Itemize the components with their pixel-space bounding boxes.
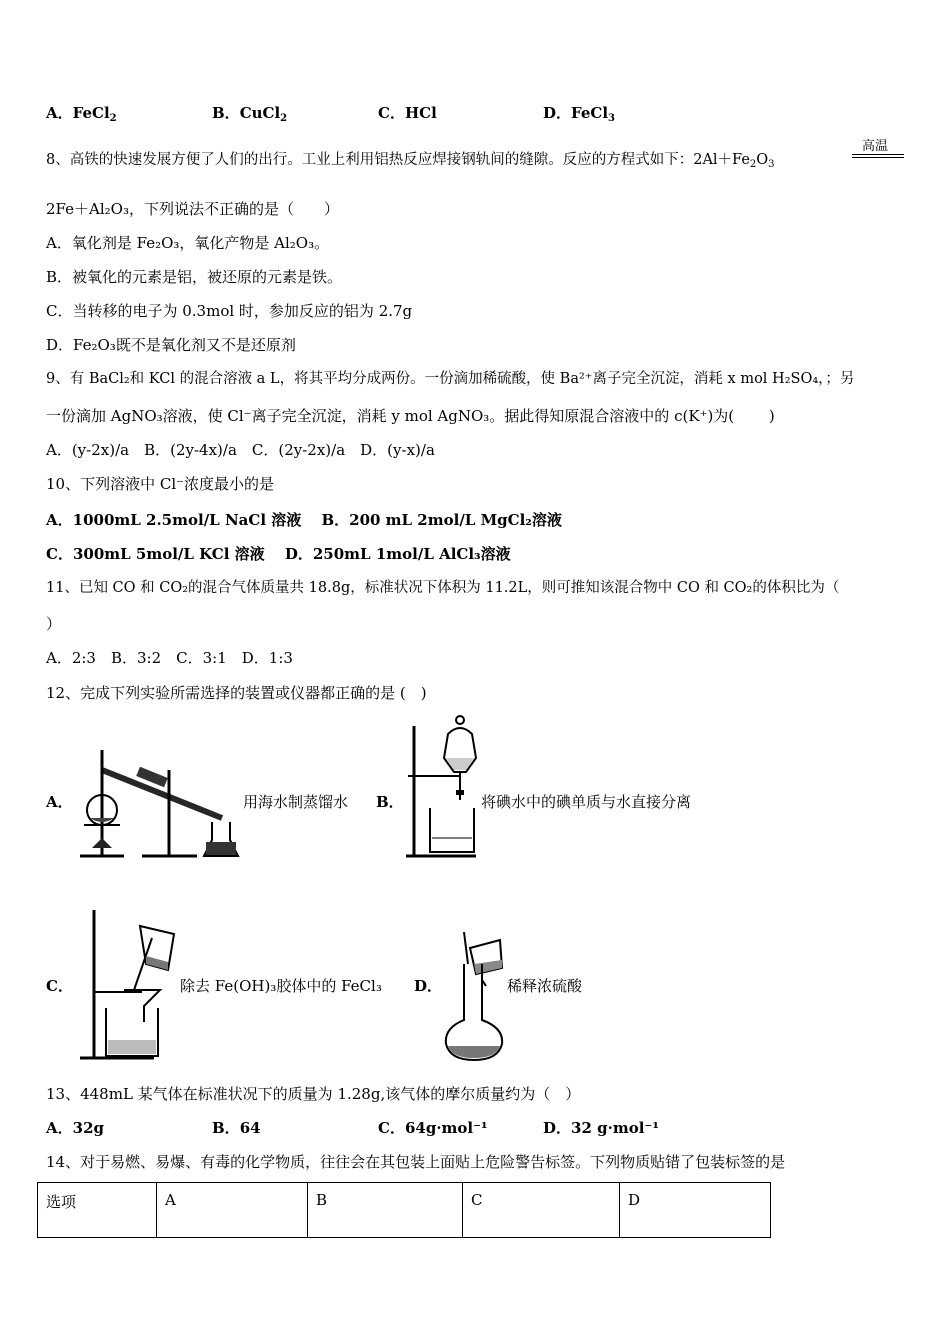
- table-header-cell: 选项: [38, 1183, 157, 1238]
- q11-stem-line2: ）: [46, 615, 62, 633]
- q7-option-a: A．FeCl$_2$: [46, 104, 117, 124]
- q12-stem: 12、完成下列实验所需选择的装置或仪器都正确的是 ( ): [46, 684, 427, 702]
- q12-d-label: D．: [414, 977, 443, 995]
- q12-b-text: 将碘水中的碘单质与水直接分离: [481, 793, 692, 811]
- q12-c-text: 除去 Fe(OH)₃胶体中的 FeCl₃: [180, 977, 382, 995]
- table-header-cell: A: [157, 1183, 308, 1238]
- q9-stem-line1: 9、有 BaCl₂和 KCl 的混合溶液 a L，将其平均分成两份。一份滴加稀硫酸，使 Ba²⁺离子完全沉淀，消耗 x mol H₂SO₄，；另: [46, 371, 855, 387]
- q7-option-c: C．HCl: [378, 104, 437, 122]
- q8-equation-equals-sign: [852, 154, 904, 158]
- q11-options: A．2:3 B．3:2 C．3:1 D．1:3: [46, 649, 293, 667]
- q14-table: [37, 1182, 771, 1238]
- q8-option-b: B．被氧化的元素是铝，被还原的元素是铁。: [46, 268, 343, 286]
- q13-option-b: B．64: [212, 1119, 261, 1137]
- q11-stem-line1: 11、已知 CO 和 CO₂的混合气体质量共 18.8g，标准状况下体积为 11.2L，则可推知该混合物中 CO 和 CO₂的体积比为（: [46, 580, 840, 596]
- q12-a-label: A．: [46, 793, 73, 811]
- q10-stem: 10、下列溶液中 Cl⁻浓度最小的是: [46, 475, 275, 493]
- table-header-cell: C: [463, 1183, 620, 1238]
- q7-option-b: B．CuCl$_2$: [212, 104, 288, 124]
- q12-d-text: 稀释浓硫酸: [507, 977, 583, 995]
- table-header-cell: B: [308, 1183, 463, 1238]
- q13-option-d: D．32 g·mol⁻¹: [543, 1119, 659, 1137]
- q10-options-line1: A．1000mL 2.5mol/L NaCl 溶液 B．200 mL 2mol/L MgCl₂溶液: [46, 511, 562, 529]
- q8-stem-line2: 2Fe＋Al₂O₃，下列说法不正确的是（ ）: [46, 200, 339, 218]
- q7-option-d: D．FeCl$_3$: [543, 104, 615, 124]
- q8-stem-line1: 8、高铁的快速发展方便了人们的出行。工业上利用铝热反应焊接钢轨间的缝隙。反应的方程式如下：$2Al+Fe_2O_3$: [46, 152, 775, 170]
- q13-stem: 13、448mL 某气体在标准状况下的质量为 1.28g,该气体的摩尔质量约为（ ）: [46, 1085, 581, 1103]
- q12-b-label: B．: [376, 793, 404, 811]
- q8-condition: 高温: [862, 139, 889, 154]
- q14-stem: 14、对于易燃、易爆、有毒的化学物质，往往会在其包装上面贴上危险警告标签。下列物质贴错了包装标签的是: [46, 1153, 786, 1171]
- q13-option-a: A．32g: [46, 1119, 105, 1137]
- q8-option-d: D．Fe₂O₃既不是氧化剂又不是还原剂: [46, 336, 296, 354]
- q8-option-a: A．氧化剂是 Fe₂O₃，氧化产物是 Al₂O₃。: [46, 234, 330, 252]
- separatory-funnel-figure: [402, 712, 482, 860]
- q12-c-label: C．: [46, 977, 73, 995]
- q13-option-c: C．64g·mol⁻¹: [378, 1119, 488, 1137]
- q8-option-c: C．当转移的电子为 0.3mol 时，参加反应的铝为 2.7g: [46, 302, 413, 320]
- filtration-apparatus-figure: [76, 906, 184, 1062]
- q9-stem-line2: 一份滴加 AgNO₃溶液，使 Cl⁻离子完全沉淀，消耗 y mol AgNO₃。据此得知原混合溶液中的 c(K⁺)为( ): [46, 407, 775, 425]
- volumetric-flask-figure: [440, 928, 508, 1064]
- q10-options-line2: C．300mL 5mol/L KCl 溶液 D．250mL 1mol/L AlCl₃溶液: [46, 545, 511, 563]
- table-row: [38, 1183, 771, 1238]
- q12-a-text: 用海水制蒸馏水: [243, 793, 349, 811]
- q9-options: A．(y-2x)/a B．(2y-4x)/a C．(2y-2x)/a D．(y-x)/a: [46, 441, 435, 459]
- table-header-cell: D: [620, 1183, 771, 1238]
- distillation-apparatus-figure: [72, 730, 242, 862]
